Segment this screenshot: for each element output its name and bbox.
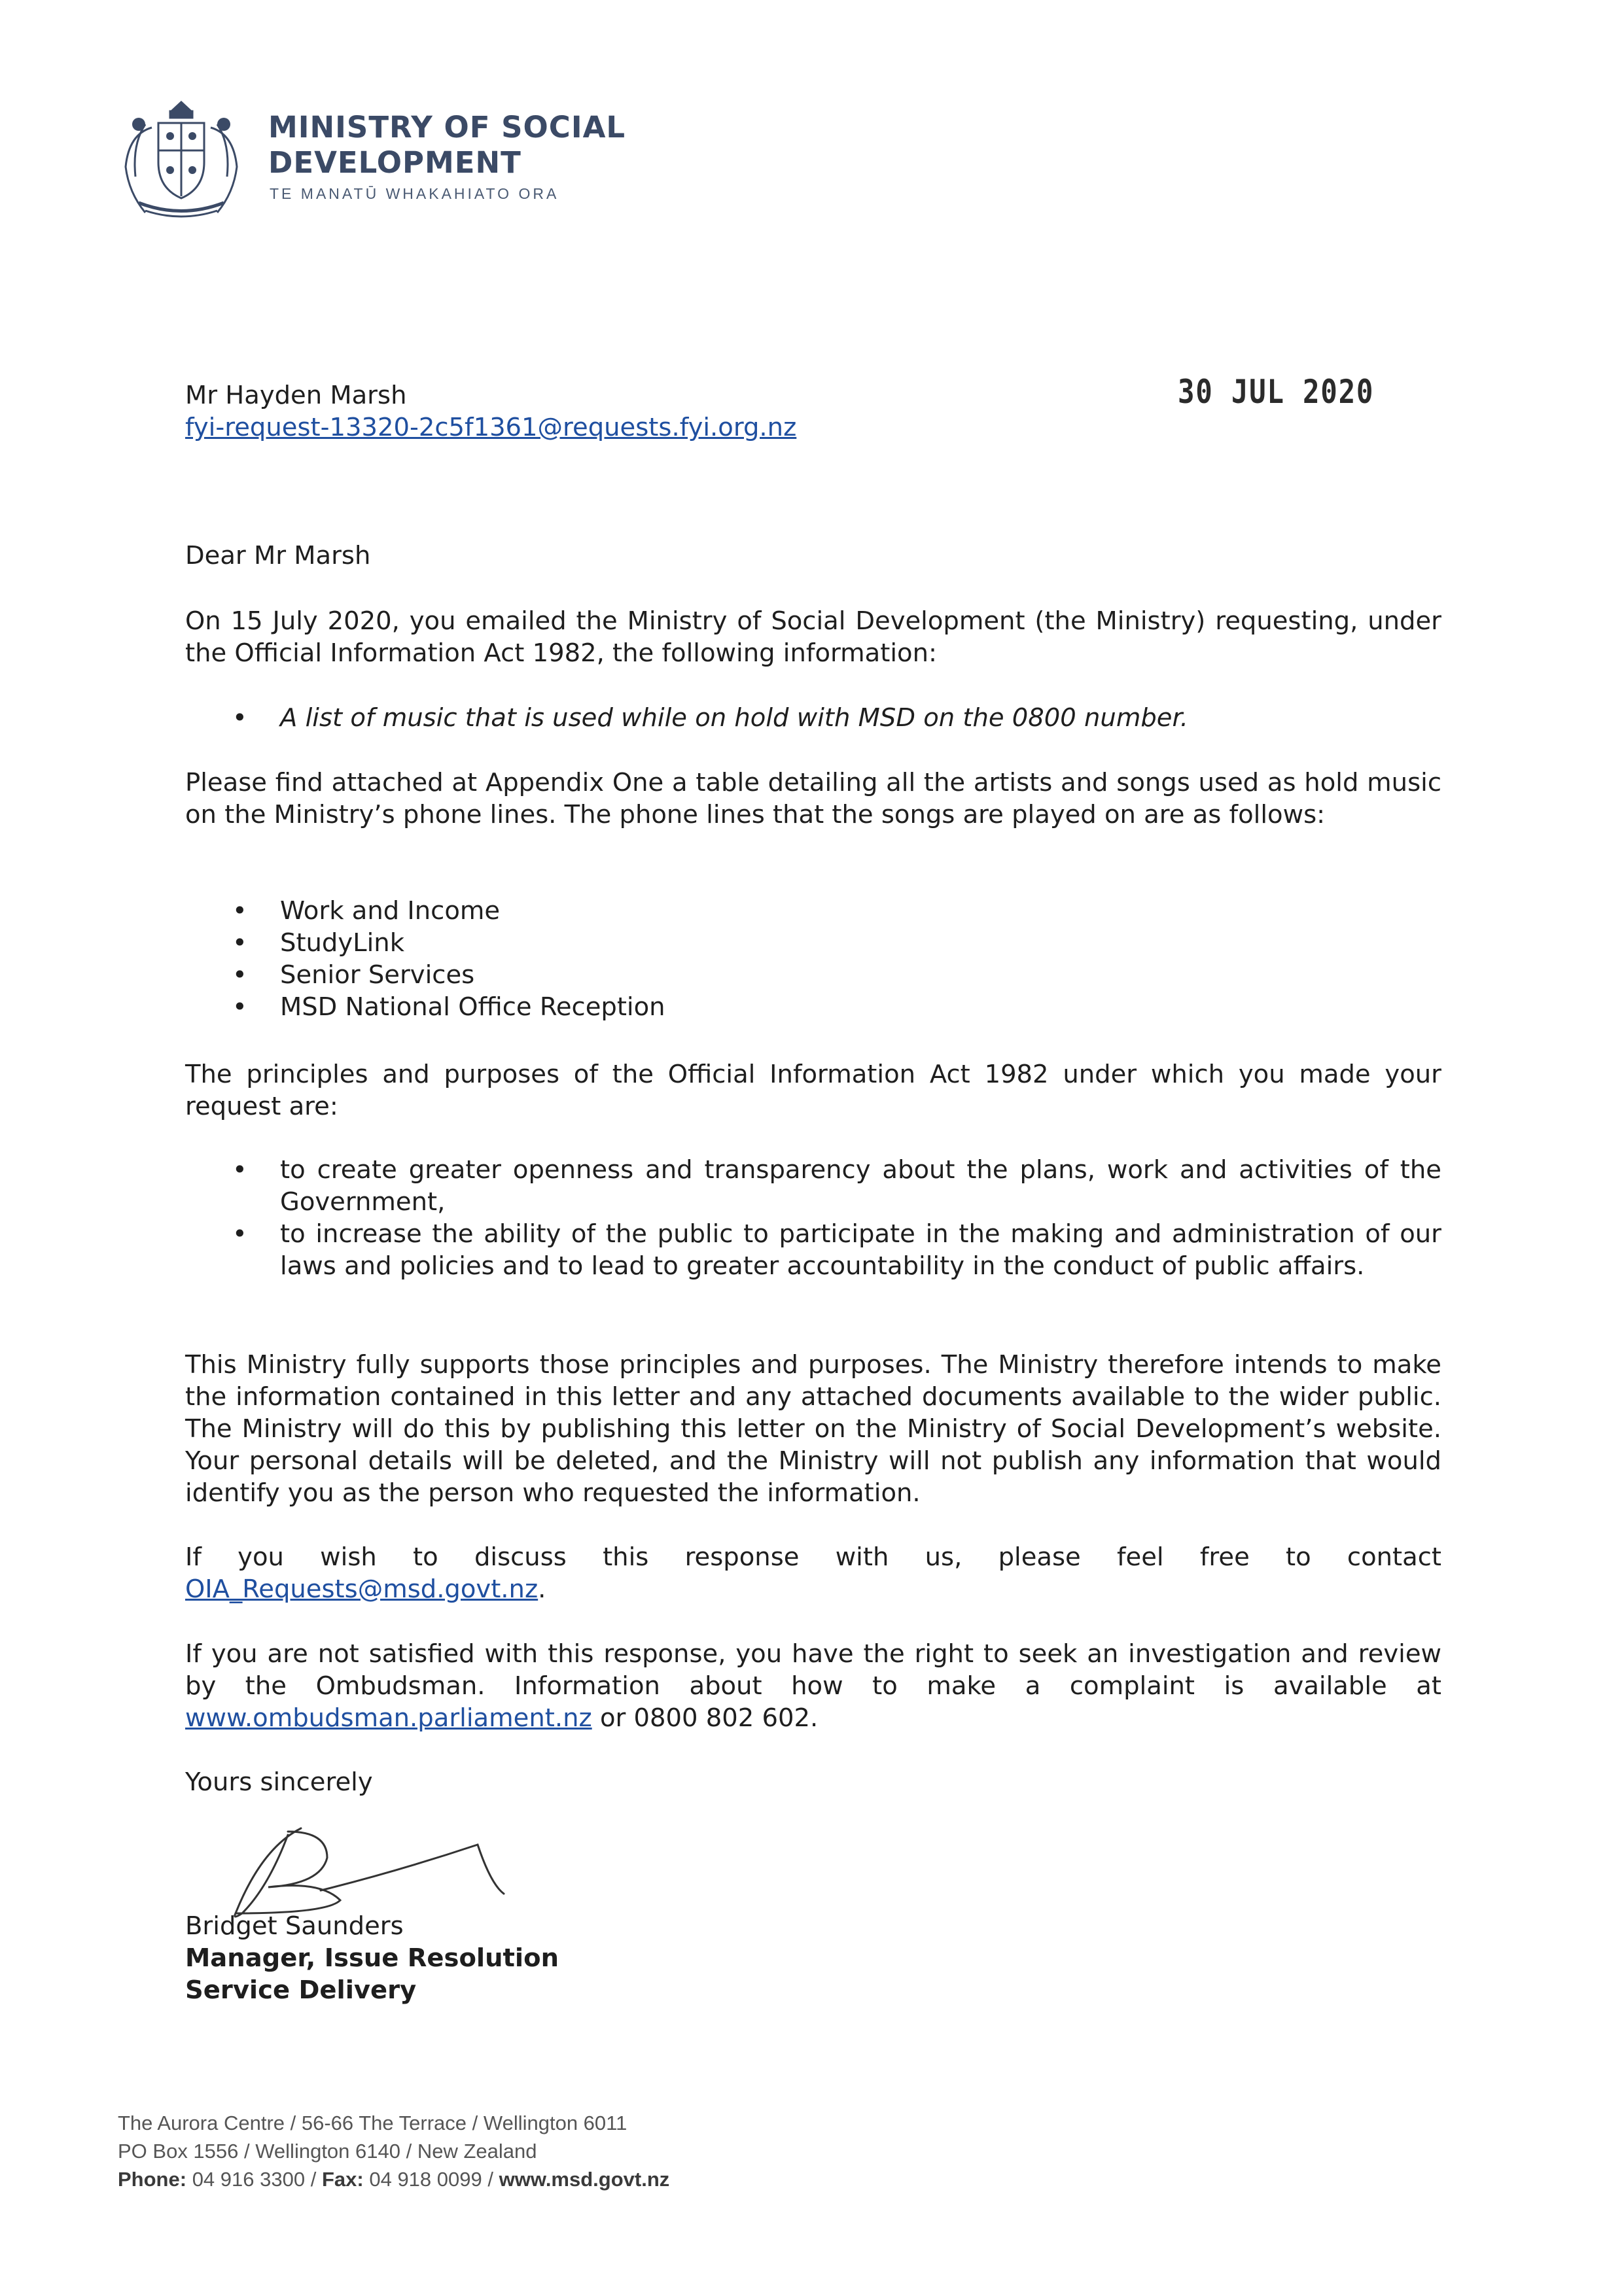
fax-number: 04 918 0099 [369, 2168, 482, 2191]
footer [118, 2109, 669, 2193]
recipient-block [185, 379, 796, 444]
principles-paragraph: The principles and purposes of the Official Information Act 1982 under which you made your request are: [185, 1060, 1441, 1121]
nz-coat-of-arms-icon [113, 98, 250, 219]
org-name [268, 110, 626, 181]
intro-paragraph: On 15 July 2020, you emailed the Ministry of Social Development (the Ministry) requesting, under the Official Information Act 1982, the following information: [185, 606, 1441, 668]
date-stamp: 30 JUL 2020 [1178, 373, 1375, 411]
phone-lines-list [185, 895, 1441, 1023]
list-item: • Work and Income [185, 895, 1441, 927]
closing: Yours sincerely [185, 1767, 373, 1797]
signatory-title: Manager, Issue Resolution [185, 1943, 559, 1973]
signatory-department: Service Delivery [185, 1975, 417, 2005]
discuss-contact [185, 1573, 546, 1605]
recipient-email-link[interactable]: fyi-request-13320-2c5f1361@requests.fyi.org.nz [185, 413, 797, 442]
discuss-paragraph: If you wish to discuss this response with us, please feel free to contact [185, 1542, 1441, 1572]
discuss-suffix: . [538, 1574, 546, 1604]
website-link[interactable]: www.msd.govt.nz [499, 2168, 670, 2191]
footer-po-box: PO Box 1556 / Wellington 6140 / New Zealand [118, 2140, 537, 2163]
salutation: Dear Mr Marsh [185, 541, 371, 570]
separator: / [310, 2168, 317, 2191]
principles-list [185, 1154, 1441, 1282]
recipient-name: Mr Hayden Marsh [185, 381, 407, 410]
phone-label: Phone: [118, 2168, 187, 2191]
ombudsman-suffix: or 0800 802 602. [599, 1703, 819, 1733]
list-item: • StudyLink [185, 927, 1441, 959]
phone-number: 04 916 3300 [192, 2168, 306, 2191]
fax-label: Fax: [321, 2168, 364, 2191]
org-maori-name: TE MANATŪ WHAKAHIATO ORA [270, 185, 559, 202]
signature-icon [209, 1818, 576, 1923]
ombudsman-link[interactable]: www.ombudsman.parliament.nz [185, 1703, 592, 1733]
org-name-line1: MINISTRY OF SOCIAL [268, 110, 626, 145]
ombudsman-text: If you are not satisfied with this response, you have the right to seek an investigation and review by the Ombudsman. Information about how to make a complaint is available at [185, 1639, 1441, 1701]
request-list [185, 702, 1441, 734]
list-item: • Senior Services [185, 959, 1441, 991]
list-item: • to create greater openness and transparency about the plans, work and activities of the Government, [185, 1154, 1441, 1218]
ombudsman-paragraph [185, 1638, 1441, 1734]
list-item: • MSD National Office Reception [185, 991, 1441, 1023]
signatory-block [185, 1910, 559, 2006]
separator: / [487, 2168, 493, 2191]
oia-email-link[interactable]: OIA_Requests@msd.govt.nz [185, 1574, 538, 1604]
signatory-name: Bridget Saunders [185, 1911, 404, 1941]
attachment-paragraph: Please find attached at Appendix One a table detailing all the artists and songs used as hold music on the Ministry’s phone lines. The phone lines that the songs are played on are as follows: [185, 768, 1441, 829]
footer-contact [118, 2165, 669, 2193]
list-item: • to increase the ability of the public to participate in the making and administration of our laws and policies and to lead to greater accountability in the conduct of public affairs. [185, 1218, 1441, 1282]
org-name-line2: DEVELOPMENT [268, 145, 521, 180]
publish-paragraph: This Ministry fully supports those principles and purposes. The Ministry therefore intends to make the information contained in this letter and any attached documents available to the wider public. The Ministry will do this by publishing this letter on the Ministry of Social Development’s website. Your personal details will be deleted, and the Ministry will not publish any information that would identify you as the person who requested the information. [185, 1350, 1441, 1508]
list-item: • A list of music that is used while on hold with MSD on the 0800 number. [185, 702, 1441, 734]
footer-address: The Aurora Centre / 56-66 The Terrace / Wellington 6011 [118, 2112, 627, 2134]
